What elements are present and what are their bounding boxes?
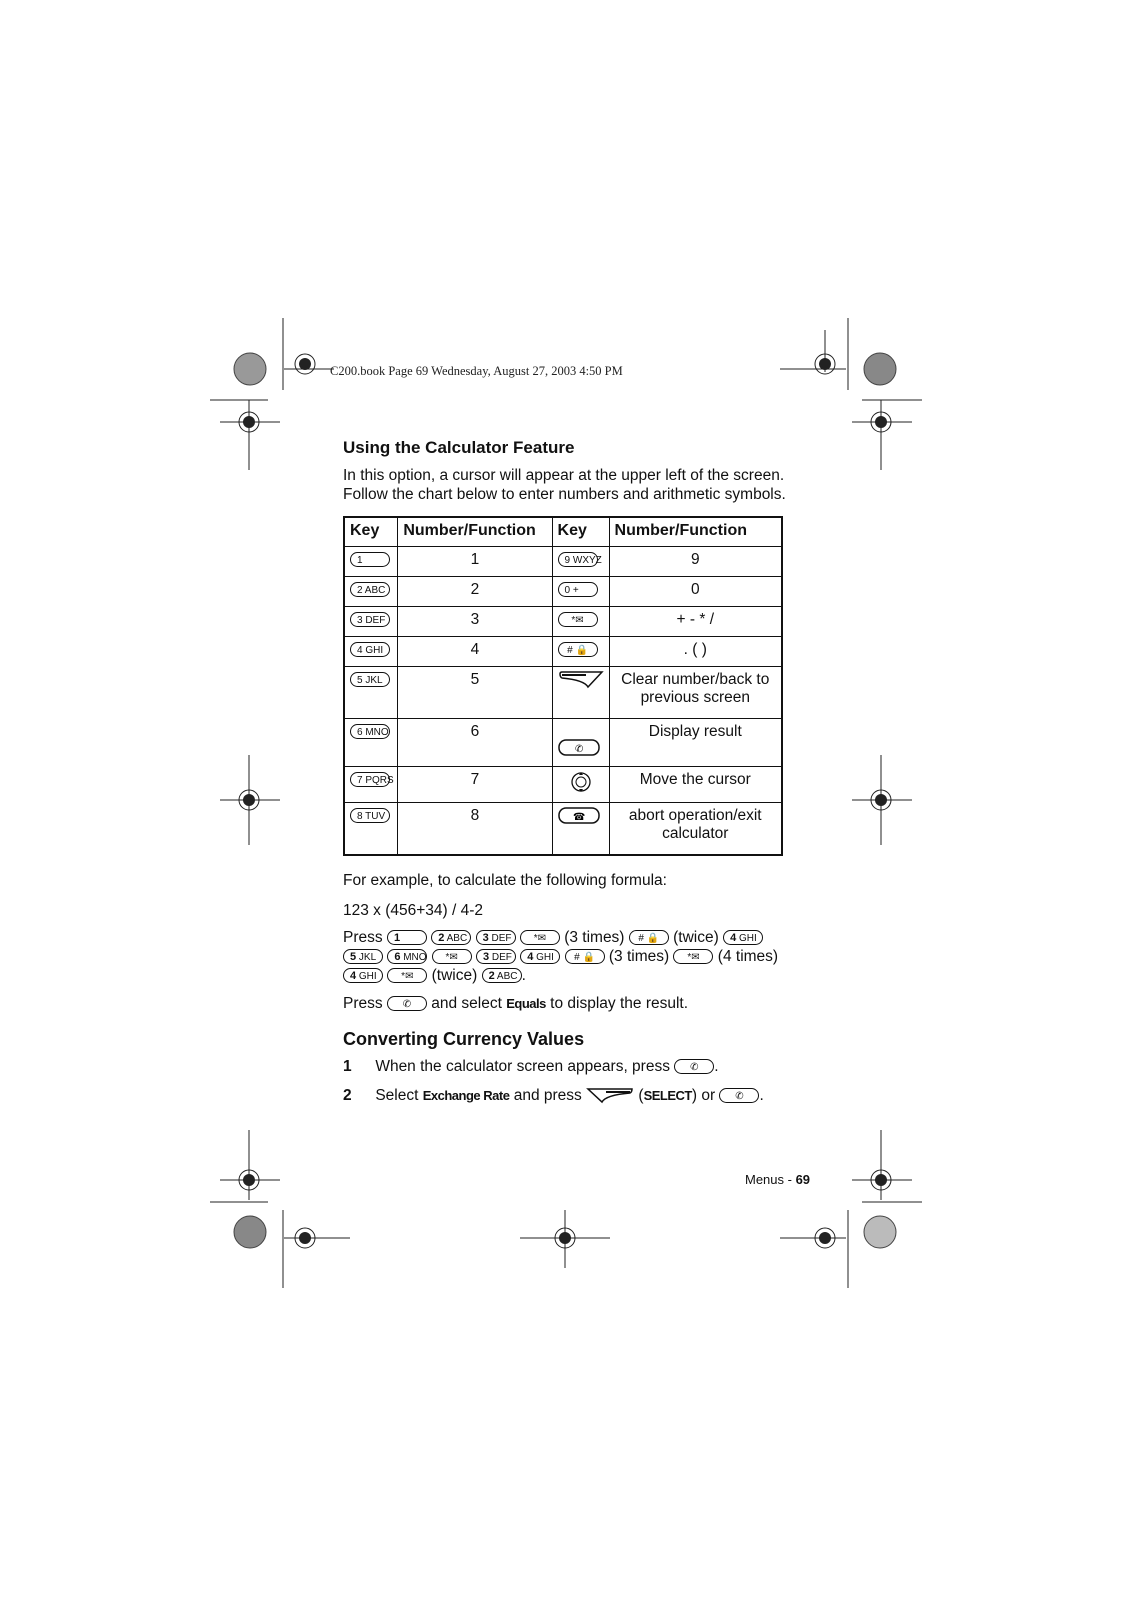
key-star-icon: *✉: [558, 612, 598, 627]
key-0-icon: 0 +: [558, 582, 598, 597]
key-4-icon: 4 GHI: [723, 930, 763, 945]
key-4-icon: 4 GHI: [350, 642, 390, 657]
table-header-row: [344, 517, 782, 547]
send-key-icon: [552, 719, 609, 767]
key-pound-icon: # 🔒: [565, 949, 605, 964]
key-pound-icon: # 🔒: [629, 930, 669, 945]
left-soft-key-icon: [586, 1088, 634, 1104]
formula: 123 x (456+34) / 4-2: [343, 902, 484, 919]
send-key-icon: ✆: [719, 1088, 759, 1103]
svg-text:☎: ☎: [572, 812, 586, 823]
step-text: When the calculator screen appears, press: [375, 1058, 670, 1075]
function-cell: . ( ): [609, 637, 782, 667]
key-star-icon: *✉: [673, 949, 713, 964]
step-text: and press: [513, 1087, 582, 1104]
key-2-icon: 2 ABC: [482, 968, 522, 983]
key-star-icon: *✉: [520, 930, 560, 945]
function-cell: 1: [398, 547, 552, 577]
function-cell: 4: [398, 637, 552, 667]
key-3-icon: 3 DEF: [476, 930, 516, 945]
press-label: Press: [343, 929, 383, 946]
key-4-icon: 4 GHI: [343, 968, 383, 983]
table-row: [344, 803, 782, 855]
function-cell: 5: [398, 667, 552, 719]
function-cell: 0: [609, 577, 782, 607]
section-title: Using the Calculator Feature: [343, 438, 575, 457]
function-cell: 9: [609, 547, 782, 577]
end-key-icon: [552, 803, 609, 855]
function-cell: 6: [398, 719, 552, 767]
function-cell: 2: [398, 577, 552, 607]
step-1: 1 When the calculator screen appears, press ✆ .: [343, 1058, 719, 1075]
svg-text:✆: ✆: [574, 744, 583, 755]
equals-menu-item: Equals: [506, 996, 546, 1011]
key-1-icon: 1: [387, 930, 427, 945]
table-row: [344, 607, 782, 637]
key-1-icon: 1: [350, 552, 390, 567]
function-cell: Display result: [609, 719, 782, 767]
key-star-icon: *✉: [387, 968, 427, 983]
times-label: (3 times): [608, 948, 670, 965]
select-label: SELECT: [643, 1088, 692, 1103]
table-row: [344, 547, 782, 577]
send-key-icon: ✆: [674, 1059, 714, 1074]
or-text: or: [701, 1087, 716, 1104]
header-key-2: Key: [552, 517, 609, 547]
footer-label: Menus -: [745, 1172, 796, 1187]
table-row: [344, 767, 782, 803]
key-2-icon: 2 ABC: [431, 930, 471, 945]
press-select-post: to display the result.: [550, 995, 689, 1012]
step-2: 2 Select Exchange Rate and press (SELECT) or ✆ .: [343, 1087, 764, 1104]
press-label: Press: [343, 995, 383, 1012]
times-label: (twice): [673, 929, 719, 946]
key-star-icon: *✉: [432, 949, 472, 964]
exchange-rate-menu-item: Exchange Rate: [422, 1088, 510, 1103]
key-7-icon: 7 PQRS: [350, 772, 390, 787]
key-pound-icon: # 🔒: [558, 642, 598, 657]
page-number: 69: [795, 1172, 811, 1187]
intro-text: In this option, a cursor will appear at the upper left of the screen. Follow the chart below to enter numbers and arithmetic symbols.: [343, 467, 786, 503]
key-9-icon: 9 WXYZ: [558, 552, 598, 567]
times-label: (3 times): [564, 929, 625, 946]
function-cell: + - * /: [609, 607, 782, 637]
nav-key-icon: [552, 767, 609, 803]
header-key-1: Key: [344, 517, 398, 547]
key-3-icon: 3 DEF: [476, 949, 516, 964]
section2-title: Converting Currency Values: [343, 1029, 585, 1049]
right-soft-key-icon: [552, 667, 609, 719]
press-select-pre: and select: [431, 995, 502, 1012]
header-function-1: Number/Function: [398, 517, 552, 547]
key-6-icon: 6 MNO: [387, 949, 427, 964]
step-text: Select: [375, 1087, 419, 1104]
press-equals-line: [343, 995, 688, 1013]
table-row: [344, 577, 782, 607]
step-number: 2: [343, 1087, 352, 1104]
example-intro: For example, to calculate the following formula:: [343, 872, 667, 889]
key-sequence: Press 1 2 ABC 3 DEF *✉ (3 times) # 🔒 (twice) 4 GHI 5 JKL 6 MNO *✉ 3 DEF 4 GHI # 🔒 (3 times) *✉ (4 times) 4 GHI *✉ (twice) 2 ABC .: [343, 929, 779, 984]
function-cell: 7: [398, 767, 552, 803]
key-5-icon: 5 JKL: [343, 949, 383, 964]
times-label: (4 times): [717, 948, 779, 965]
table-row: [344, 719, 782, 767]
key-table: [343, 516, 783, 856]
times-label: (twice): [431, 967, 478, 984]
key-6-icon: 6 MNO: [350, 724, 390, 739]
function-cell: 8: [398, 803, 552, 855]
table-row: [344, 637, 782, 667]
step-number: 1: [343, 1058, 352, 1075]
key-8-icon: 8 TUV: [350, 808, 390, 823]
table-row: [344, 667, 782, 719]
page-footer: [745, 1172, 810, 1187]
send-key-icon: ✆: [387, 996, 427, 1011]
function-cell: Clear number/back to previous screen: [609, 667, 782, 719]
function-cell: abort operation/exit calculator: [609, 803, 782, 855]
key-4-icon: 4 GHI: [520, 949, 560, 964]
key-5-icon: 5 JKL: [350, 672, 390, 687]
key-2-icon: 2 ABC: [350, 582, 390, 597]
function-cell: 3: [398, 607, 552, 637]
key-3-icon: 3 DEF: [350, 612, 390, 627]
header-line: C200.book Page 69 Wednesday, August 27, 2003 4:50 PM: [330, 364, 623, 378]
function-cell: Move the cursor: [609, 767, 782, 803]
header-function-2: Number/Function: [609, 517, 782, 547]
